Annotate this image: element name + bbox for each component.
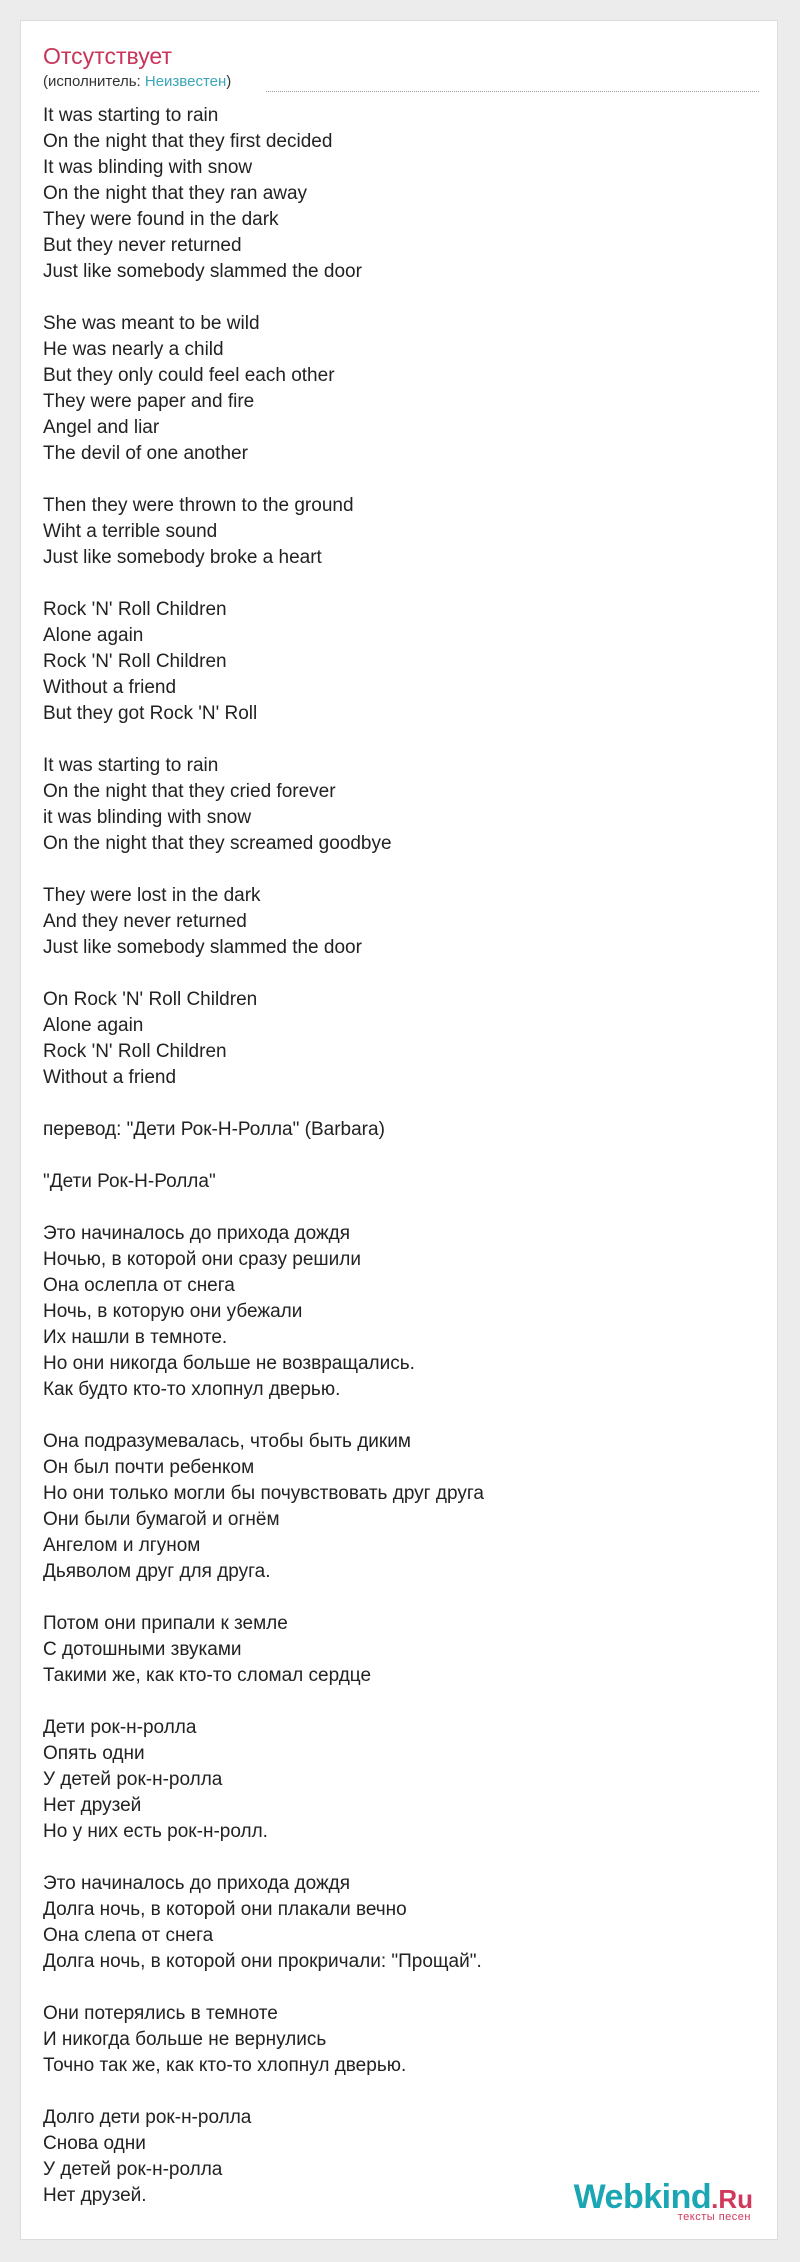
logo-tld: .Ru xyxy=(711,2184,753,2214)
logo-tagline: тексты песен xyxy=(677,2211,751,2223)
artist-suffix: ) xyxy=(226,73,232,90)
lyrics-card xyxy=(20,20,778,2240)
dotted-divider xyxy=(266,91,759,92)
logo-wordmark xyxy=(574,2180,753,2214)
artist-link[interactable]: Неизвестен xyxy=(144,73,227,90)
logo-brand: Webkind xyxy=(573,2178,712,2216)
artist-prefix: (исполнитель: xyxy=(43,73,145,90)
webkind-logo[interactable] xyxy=(574,2180,753,2223)
lyrics-text: It was starting to rain On the night that they first decided It was blinding with snow On the night that they ran away They were found in the dark But they never returned Just like somebody slammed the door She was meant to be wild He was nearly a child But they only could feel each other They were paper and fire Angel and liar The devil of one another Then they were thrown to the ground Wiht a terrible sound Just like somebody broke a heart Rock 'N' Roll Children Alone again Rock 'N' Roll Children Without a friend But they got Rock 'N' Roll It was starting to rain On the night that they cried forever it was blinding with snow On the night that they screamed goodbye They were lost in the dark And they never returned Just like somebody slammed the door On Rock 'N' Roll Children Alone again Rock 'N' Roll Children Without a friend перевод: "Дети Рок-Н-Ролла" (Barbara) "Дети Рок-Н-Ролла" Это начиналось до прихода дождя Ночью, в которой они сразу решили Она ослепла от снега Ночь, в которую они убежали Их нашли в темноте. Но они никогда больше не возвращались. Как будто кто-то хлопнул дверью. Она подразумевалась, чтобы быть диким Он был почти ребенком Но они только могли бы почувствовать друг друга Они были бумагой и огнём Ангелом и лгуном Дьяволом друг для друга. Потом они припали к земле С дотошными звуками Такими же, как кто-то сломал сердце Дети рок-н-ролла Опять одни У детей рок-н-ролла Нет друзей Но у них есть рок-н-ролл. Это начиналось до прихода дождя Долга ночь, в которой они плакали вечно Она слепа от снега Долга ночь, в которой они прокричали: "Прощай". Они потерялись в темноте И никогда больше не вернулись Точно так же, как кто-то хлопнул дверью. Долго дети рок-н-ролла Снова одни У детей рок-н-ролла Нет друзей. xyxy=(43,105,484,2206)
song-title: Отсутствует xyxy=(43,43,172,69)
artist-line xyxy=(43,73,231,91)
